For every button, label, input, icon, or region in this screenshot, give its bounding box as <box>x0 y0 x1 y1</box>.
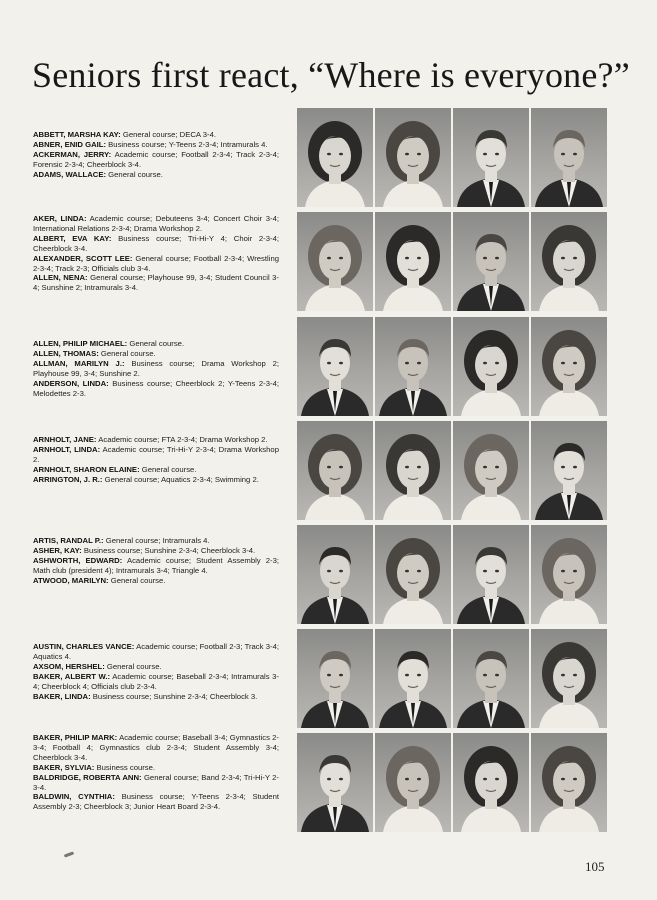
senior-name: ARNHOLT, LINDA: <box>33 444 101 454</box>
senior-name: AUSTIN, CHARLES VANCE: <box>33 642 135 651</box>
senior-activities: Academic course; Baseball 3-4; Gymnastics 2-3-4; Football 4; Gymnastics club 2-3-4; Student Assembly 3-4; Cheerblock 3-4. <box>33 733 279 762</box>
senior-name: ALLEN, NENA: <box>33 273 88 283</box>
senior-activities: General course. <box>100 348 156 358</box>
senior-activities: General course. <box>129 339 185 348</box>
senior-name: AXSOM, HERSHEL: <box>33 661 105 671</box>
entry-group <box>33 130 279 180</box>
senior-portrait <box>297 317 373 416</box>
senior-portrait <box>531 733 607 832</box>
senior-portrait <box>297 108 373 207</box>
senior-entry <box>33 170 279 180</box>
page-title: Seniors first react, “Where is everyone?” <box>32 55 630 95</box>
entry-group <box>33 536 279 586</box>
senior-entry <box>33 273 279 293</box>
senior-entry <box>33 792 279 812</box>
senior-portrait <box>453 733 529 832</box>
senior-activities: Business course; Y-Teens 2-3-4; Student Assembly 2-3; Cheerblock 3; Junior Heart Board 2-3-4. <box>33 792 279 812</box>
print-speck <box>64 851 74 857</box>
senior-entry <box>33 254 279 274</box>
senior-activities: Business course; Sunshine 2-3-4; Cheerblock 3-4. <box>83 545 256 555</box>
senior-portrait <box>531 108 607 207</box>
senior-name: ARNHOLT, JANE: <box>33 435 97 444</box>
senior-entry <box>33 773 279 793</box>
entry-group <box>33 435 279 485</box>
senior-portrait <box>297 212 373 311</box>
senior-portrait <box>375 525 451 624</box>
entry-group <box>33 339 279 398</box>
senior-entry <box>33 150 279 170</box>
senior-portrait <box>375 733 451 832</box>
senior-portrait <box>297 733 373 832</box>
senior-name: ALBERT, EVA KAY: <box>33 233 112 243</box>
senior-name: ARRINGTON, J. R.: <box>33 474 103 484</box>
senior-portrait <box>375 317 451 416</box>
senior-entry <box>33 214 279 234</box>
senior-entry <box>33 130 279 140</box>
senior-activities: Academic course; Football 2-3-4; Track 2-3-4; Forensic 2-3-4; Cheerblock 3-4. <box>33 149 280 169</box>
senior-name: ABNER, ENID GAIL: <box>33 139 107 149</box>
senior-portrait <box>531 212 607 311</box>
senior-portrait <box>453 212 529 311</box>
senior-name: ARTIS, RANDAL P.: <box>33 536 104 545</box>
senior-entry <box>33 234 279 254</box>
senior-activities: Business course; Cheerblock 2; Y-Teens 2-3-4; Melodettes 2-3. <box>33 378 279 398</box>
senior-activities: Business course; Y-Teens 2-3-4; Intramurals 4. <box>108 139 268 149</box>
senior-entry <box>33 359 279 379</box>
senior-portrait <box>531 421 607 520</box>
senior-entry <box>33 672 279 692</box>
senior-portrait <box>453 629 529 728</box>
senior-entry <box>33 435 279 445</box>
page-number: 105 <box>585 859 605 874</box>
senior-name: BALDWIN, CYNTHIA: <box>33 792 115 802</box>
senior-activities: General course. <box>141 464 197 474</box>
senior-name: ABBETT, MARSHA KAY: <box>33 130 121 139</box>
senior-activities: Business course; Sunshine 2-3-4; Cheerblock 3. <box>92 691 258 701</box>
senior-activities: Academic course; Tri-Hi-Y 2-3-4; Drama Workshop 2. <box>33 444 279 464</box>
entry-group <box>33 214 279 293</box>
senior-entry <box>33 445 279 465</box>
senior-name: AKER, LINDA: <box>33 214 87 223</box>
senior-activities: General course; Playhouse 99, 3-4; Student Council 3-4; Sunshine 2; Intramurals 3-4. <box>33 273 279 293</box>
senior-name: ALLEN, THOMAS: <box>33 348 99 358</box>
entry-group <box>33 733 279 812</box>
senior-name: BAKER, PHILIP MARK: <box>33 733 118 742</box>
senior-name: BALDRIDGE, ROBERTA ANN: <box>33 772 142 782</box>
senior-activities: General course; Band 2-3-4; Tri-Hi-Y 2-3-4. <box>33 772 279 792</box>
senior-activities: General course. <box>106 661 162 671</box>
senior-entry <box>33 546 279 556</box>
senior-entry <box>33 763 279 773</box>
senior-entry <box>33 536 279 546</box>
senior-name: ATWOOD, MARILYN: <box>33 575 109 585</box>
senior-entry <box>33 576 279 586</box>
senior-name: BAKER, LINDA: <box>33 691 91 701</box>
senior-name: ALLEN, PHILIP MICHAEL: <box>33 339 128 348</box>
senior-activities: Business course; Drama Workshop 2; Playhouse 99, 3-4; Sunshine 2. <box>33 358 280 378</box>
senior-name: ADAMS, WALLACE: <box>33 169 107 179</box>
senior-entry <box>33 662 279 672</box>
senior-portrait <box>453 525 529 624</box>
senior-portrait <box>375 421 451 520</box>
senior-portrait <box>531 317 607 416</box>
senior-name: ALLMAN, MARILYN J.: <box>33 358 125 368</box>
entry-group <box>33 642 279 701</box>
senior-portrait <box>375 212 451 311</box>
senior-activities: Academic course; Football 2-3; Track 3-4; Aquatics 4. <box>33 642 279 661</box>
senior-name: BAKER, SYLVIA: <box>33 762 95 772</box>
senior-entry <box>33 692 279 702</box>
senior-activities: Academic course; Debuteens 3-4; Concert Choir 3-4; International Relations 2-3-4; Drama Workshop 2. <box>33 214 279 233</box>
senior-entry <box>33 140 279 150</box>
senior-portrait <box>297 421 373 520</box>
senior-portrait <box>297 629 373 728</box>
senior-name: ASHWORTH, EDWARD: <box>33 555 123 565</box>
senior-entry <box>33 465 279 475</box>
senior-activities: Academic course; FTA 2-3-4; Drama Workshop 2. <box>98 435 268 444</box>
senior-name: ALEXANDER, SCOTT LEE: <box>33 253 133 263</box>
senior-entry <box>33 379 279 399</box>
senior-portrait <box>375 108 451 207</box>
senior-portrait <box>531 525 607 624</box>
senior-portrait <box>531 629 607 728</box>
senior-activities: General course; DECA 3-4. <box>122 130 216 139</box>
senior-name: ACKERMAN, JERRY: <box>33 149 112 159</box>
senior-name: BAKER, ALBERT W.: <box>33 671 111 681</box>
senior-portrait <box>375 629 451 728</box>
senior-entry <box>33 349 279 359</box>
senior-name: ARNHOLT, SHARON ELAINE: <box>33 464 140 474</box>
senior-entry <box>33 339 279 349</box>
senior-entry <box>33 475 279 485</box>
senior-name: ASHER, KAY: <box>33 545 82 555</box>
senior-entry <box>33 642 279 662</box>
senior-activities: Business course. <box>96 762 156 772</box>
senior-portrait <box>453 421 529 520</box>
senior-activities: Business course; Tri-Hi-Y 4; Choir 2-3-4; Cheerblock 3-4. <box>33 233 279 253</box>
senior-activities: Academic course; Baseball 2-3-4; Intramurals 3-4; Cheerblock 4; Officials club 2-3-4. <box>33 671 279 691</box>
senior-name: ANDERSON, LINDA: <box>33 378 109 388</box>
senior-portrait <box>453 108 529 207</box>
senior-entry <box>33 733 279 763</box>
senior-activities: General course; Aquatics 2-3-4; Swimming 2. <box>104 474 259 484</box>
senior-entry <box>33 556 279 576</box>
senior-activities: General course. <box>110 575 166 585</box>
senior-activities: General course; Intramurals 4. <box>105 536 210 545</box>
senior-portrait <box>453 317 529 416</box>
senior-activities: Academic course; Student Assembly 2-3; Math club (president 4); Intramurals 3-4; Triangle 4. <box>33 555 280 575</box>
senior-activities: General course. <box>108 169 163 179</box>
senior-activities: General course; Football 2-3-4; Wrestling 2-3-4; Track 2-3; Officials club 3-4. <box>33 253 279 273</box>
senior-portrait <box>297 525 373 624</box>
